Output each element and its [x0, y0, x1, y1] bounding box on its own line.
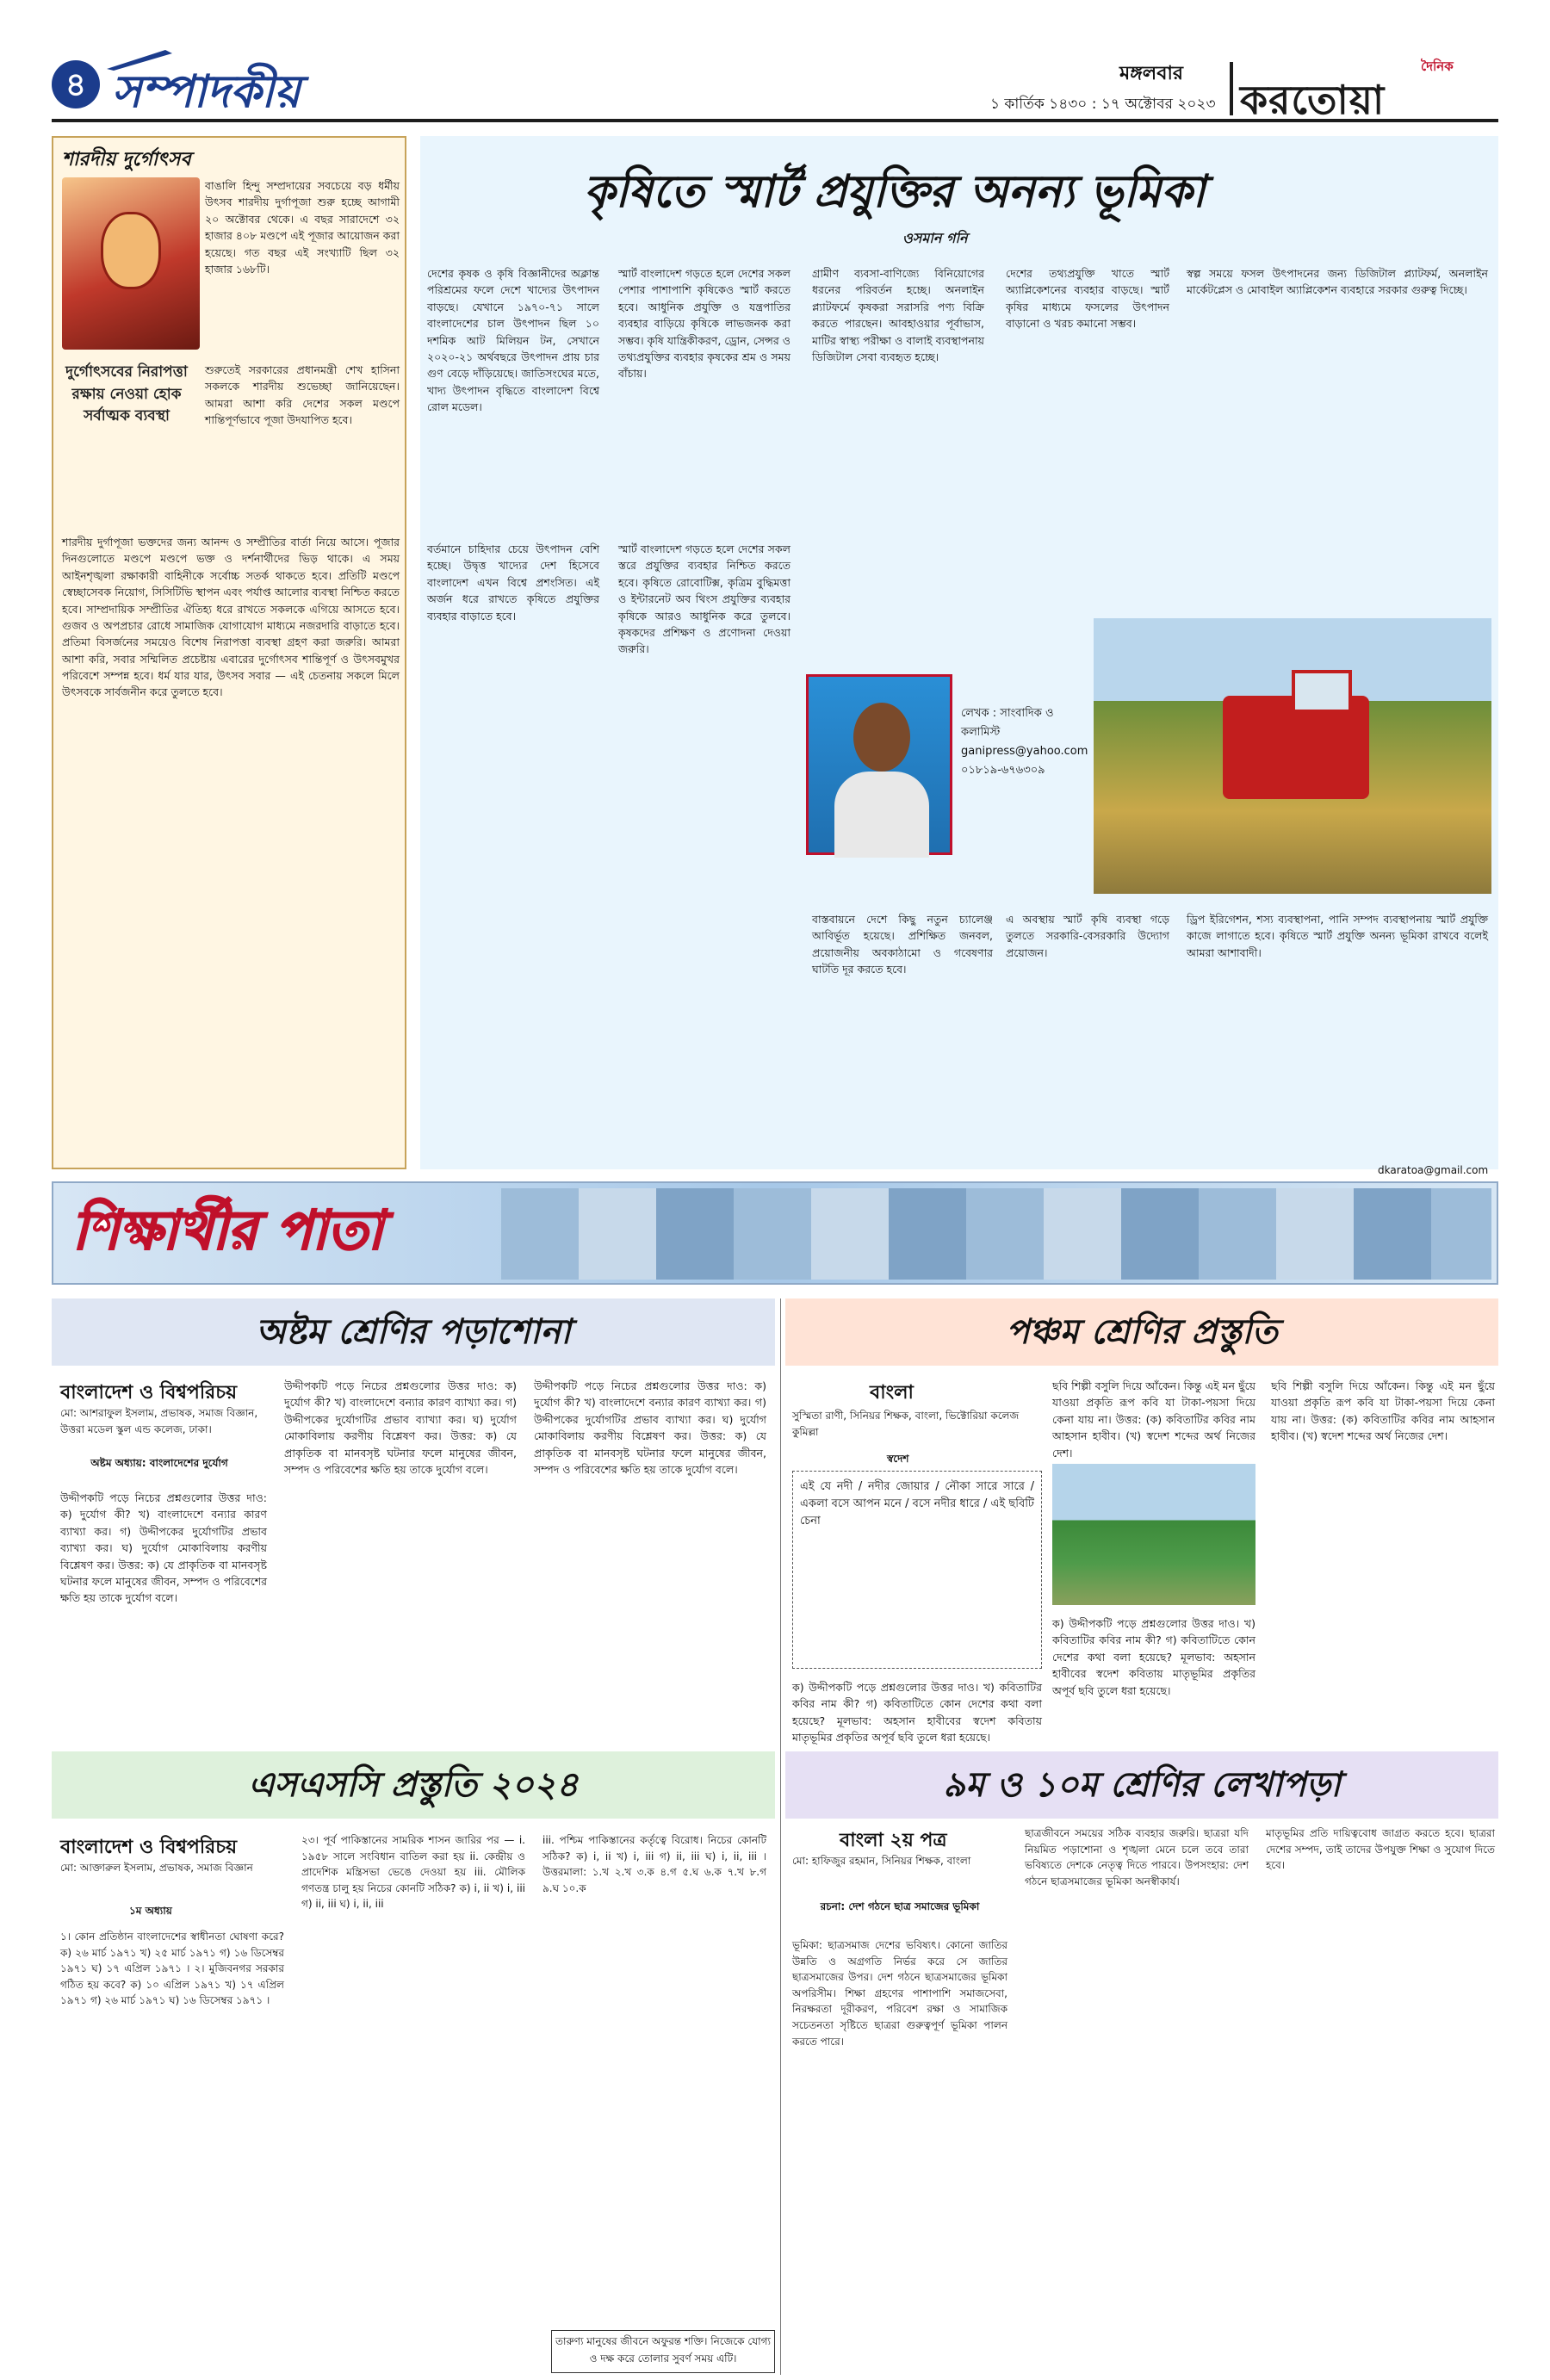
ssc-subject: বাংলাদেশ ও বিশ্বপরিচয় [60, 1837, 238, 1858]
ssc-teacher: মো: আক্তারুল ইসলাম, প্রভাষক, সমাজ বিজ্ঞান [60, 1862, 253, 1874]
feature-headline: কৃষিতে স্মার্ট প্রযুক্তির অনন্য ভূমিকা [584, 166, 1206, 218]
masthead [52, 53, 1498, 122]
class9-body: ছাত্রজীবনে সময়ের সঠিক ব্যবহার জরুরি। ছাত্ররা যদি নিয়মিত পড়াশোনা ও শৃঙ্খলা মেনে চলে তবে তারা ভবিষ্যতে দেশকে নেতৃত্ব দিতে পারবে। উপসংহার: দেশ গঠনে ছাত্রসমাজের ভূমিকা অনস্বীকার্য। [1025, 1827, 1249, 1887]
article-column: ড্রিপ ইরিগেশন, শস্য ব্যবস্থাপনা, পানি সম্পদ ব্যবস্থাপনায় স্মার্ট প্রযুক্তি কাজে লাগাতে হবে। কৃষিতে স্মার্ট প্রযুক্তি অনন্য ভূমিকা রাখবে বলেই আমরা আশাবাদী। [1187, 913, 1488, 959]
class8-teacher: মো: আশরাফুল ইসলাম, প্রভাষক, সমাজ বিজ্ঞান, উত্তরা মডেল স্কুল এন্ড কলেজ, ঢাকা। [60, 1407, 258, 1435]
goddess-image [62, 177, 200, 350]
ssc-footer-note: তারুণ্য মানুষের জীবনে অফুরন্ত শক্তি। নিজেকে যোগ্য ও দক্ষ করে তোলার সুবর্ণ সময় এটি। [551, 2330, 775, 2373]
student-banner [52, 1181, 1498, 1285]
feature-article [420, 136, 1498, 1169]
article-column: স্মার্ট বাংলাদেশ গড়তে হলে দেশের সকল পেশার পাশাপাশি কৃষিকেও স্মার্ট করতে হবে। আধুনিক প্রযুক্তি ও যন্ত্রপাতির ব্যবহার বাড়িয়ে কৃষিকে লাভজনক করা সম্ভব। কৃষি যান্ত্রিকীকরণ, ড্রোন, সেন্সর ও তথ্যপ্রযুক্তির ব্যবহার কৃষকের শ্রম ও সময় বাঁচায়। [618, 267, 790, 381]
header-date: ১ কার্তিক ১৪৩০ : ১৭ অক্টোবর ২০২৩ [990, 96, 1216, 113]
class8-body: উদ্দীপকটি পড়ে নিচের প্রশ্নগুলোর উত্তর দাও: ক) দুর্যোগ কী? খ) বাংলাদেশে বন্যার কারণ ব্যাখ্যা কর। গ) উদ্দীপকের দুর্যোগটির প্রভাব ব্যাখ্যা কর। ঘ) দুর্যোগ মোকাবিলায় করণীয় বিশ্লেষণ কর। উত্তর: ক) যে প্রাকৃতিক বা মানবসৃষ্ট ঘটনার ফলে মানুষের জীবন, সম্পদ ও পরিবেশের ক্ষতি হয় তাকে দুর্যোগ বলে। [284, 1379, 517, 1476]
poem-box [792, 1471, 1042, 1669]
section-title: সম্পাদকীয় [112, 66, 301, 118]
column-rule [780, 1298, 781, 2375]
author-email: ganipress@yahoo.com [961, 745, 1088, 759]
author-phone: ০১৮১৯-৬৭৬৩০৯ [961, 764, 1045, 778]
ssc-body: ১। কোন প্রতিষ্ঠান বাংলাদেশের স্বাধীনতা ঘোষণা করে? ক) ২৬ মার্চ ১৯৭১ খ) ২৫ মার্চ ১৯৭১ গ) ১৬ ডিসেম্বর ১৯৭১ ঘ) ১৭ এপ্রিল ১৯৭১ । ২। মুজিবনগর সরকার গঠিত হয় কবে? ক) ১০ এপ্রিল ১৯৭১ খ) ১৭ এপ্রিল ১৯৭১ গ) ২৬ মার্চ ১৯৭১ ঘ) ১৬ ডিসেম্বর ১৯৭১ । [60, 1931, 284, 2007]
email-credit[interactable]: dkaratoa@gmail.com [1378, 1164, 1489, 1176]
ssc-body: ২৩। পূর্ব পাকিস্তানের সামরিক শাসন জারির পর — i. ১৯৫৮ সালে সংবিধান বাতিল করা হয় ii. কেন্দ্রীয় ও প্রাদেশিক মন্ত্রিসভা ভেঙে দেওয়া হয় iii. মৌলিক গণতন্ত্র চালু হয় নিচের কোনটি সঠিক? ক) i, ii খ) i, iii গ) ii, iii ঘ) i, ii, iii [301, 1834, 525, 1911]
article-column: এ অবস্থায় স্মার্ট কৃষি ব্যবস্থা গড়ে তুলতে সরকারি-বেসরকারি উদ্যোগ প্রয়োজন। [1006, 913, 1169, 959]
class8-chapter: অষ্টম অধ্যায়: বাংলাদেশের দুর্যোগ [90, 1457, 228, 1469]
banner-title: শিক্ষার্থীর পাতা [72, 1199, 383, 1261]
class9-essay-title: রচনা: দেশ গঠনে ছাত্র সমাজের ভূমিকা [820, 1900, 980, 1912]
pullquote: দুর্গোৎসবের নিরাপত্তা রক্ষায় নেওয়া হোক সর্বাত্মক ব্যবস্থা [65, 363, 188, 425]
article-column: বর্তমানে চাহিদার চেয়ে উৎপাদন বেশি হচ্ছে। উদ্বৃত্ত খাদ্যের দেশ হিসেবে বাংলাদেশ এখন বিশ্বে প্রশংসিত। এই অর্জন ধরে রাখতে কৃষিতে প্রযুক্তির ব্যবহার বাড়াতে হবে। [427, 542, 599, 623]
class5-body: ক) উদ্দীপকটি পড়ে প্রশ্নগুলোর উত্তর দাও। খ) কবিতাটির কবির নাম কী? গ) কবিতাটিতে কোন দেশের কথা বলা হয়েছে? মূলভাব: অহসান হাবীবের স্বদেশ কবিতায় মাতৃভূমির প্রকৃতির অপূর্ব ছবি তুলে ধরা হয়েছে। [792, 1681, 1042, 1745]
sidebar-paragraph: বাঙালি হিন্দু সম্প্রদায়ের সবচেয়ে বড় ধর্মীয় উৎসব শারদীয় দুর্গাপূজা শুরু হচ্ছে আগামী ২০ অক্টোবর থেকে। এ বছর সারাদেশে ৩২ হাজার ৪০৮ মণ্ডপে এই পূজার আয়োজন করা হয়েছে। গত বছর এই সংখ্যাটি ছিল ৩২ হাজার ১৬৮টি। [205, 179, 400, 276]
author-role: লেখক : সাংবাদিক ও কলামিস্ট [961, 707, 1054, 740]
sidebar-title: শারদীয় দুর্গোৎসব [62, 149, 191, 170]
article-column: দেশের তথ্যপ্রযুক্তি খাতে স্মার্ট অ্যাপ্লিকেশনের ব্যবহার বাড়ছে। স্মার্ট কৃষির মাধ্যমে ফসলের উৎপাদন বাড়ানো ও খরচ কমানো সম্ভব। [1006, 267, 1169, 331]
river-boat-photo [1052, 1464, 1256, 1605]
brand-divider [1230, 62, 1233, 115]
class9-subject: বাংলা ২য় পত্র [840, 1830, 947, 1851]
page-number: ৪ [52, 60, 100, 108]
article-column: স্বল্প সময়ে ফসল উৎপাদনের জন্য ডিজিটাল প্ল্যাটফর্ম, অনলাইন মার্কেটপ্লেস ও মোবাইল অ্যাপ্লিকেশন ব্যবহারে সরকার গুরুত্ব দিচ্ছে। [1187, 267, 1488, 297]
class9-body: মাতৃভূমির প্রতি দায়িত্ববোধ জাগ্রত করতে হবে। ছাত্ররা দেশের সম্পদ, তাই তাদের উপযুক্ত শিক্ষা ও সুযোগ দিতে হবে। [1266, 1827, 1495, 1872]
article-column: দেশের কৃষক ও কৃষি বিজ্ঞানীদের অক্লান্ত পরিশ্রমের ফলে দেশে খাদ্যের উৎপাদন বাড়ছে। যেখানে ১৯৭০-৭১ সালে বাংলাদেশের চাল উৎপাদন ছিল ১০ দশমিক আট মিলিয়ন টন, সেখানে ২০২০-২১ অর্থবছরে উৎপাদন প্রায় চার গুণ বেড়ে দাঁড়িয়েছে। জাতিসংঘের মতে, খাদ্য উৎপাদন বৃদ্ধিতে বাংলাদেশ বিশ্বে রোল মডেল। [427, 267, 599, 413]
harvester-photo [1094, 618, 1491, 894]
header-day: মঙ্গলবার [1119, 63, 1183, 84]
class5-teacher: সুস্মিতা রাণী, সিনিয়র শিক্ষক, বাংলা, ভিক্টোরিয়া কলেজ কুমিল্লা [792, 1410, 1020, 1438]
class8-subject: বাংলাদেশ ও বিশ্বপরিচয় [60, 1382, 238, 1404]
class8-body: উদ্দীপকটি পড়ে নিচের প্রশ্নগুলোর উত্তর দাও: ক) দুর্যোগ কী? খ) বাংলাদেশে বন্যার কারণ ব্যাখ্যা কর। গ) উদ্দীপকের দুর্যোগটির প্রভাব ব্যাখ্যা কর। ঘ) দুর্যোগ মোকাবিলায় করণীয় বিশ্লেষণ কর। উত্তর: ক) যে প্রাকৃতিক বা মানবসৃষ্ট ঘটনার ফলে মানুষের জীবন, সম্পদ ও পরিবেশের ক্ষতি হয় তাকে দুর্যোগ বলে। [60, 1491, 267, 1605]
class5-body: ছবি শিল্পী বসুলি দিয়ে আঁকেন। কিন্তু এই মন ছুঁয়ে যাওয়া প্রকৃতি রূপ কবি যা টাকা-পয়সা দিয়ে কেনা যায় না। উত্তর: (ক) কবিতাটির কবির নাম আহসান হাবীব। (খ) স্বদেশ শব্দের অর্থ নিজের দেশ। [1271, 1379, 1495, 1443]
article-column: বাস্তবায়নে দেশে কিছু নতুন চ্যালেঞ্জ আবির্ভূত হয়েছে। প্রশিক্ষিত জনবল, প্রয়োজনীয় অবকাঠামো ও গবেষণার ঘাটতি দূর করতে হবে। [812, 913, 993, 976]
class9-body: ভূমিকা: ছাত্রসমাজ দেশের ভবিষ্যৎ। কোনো জাতির উন্নতি ও অগ্রগতি নির্ভর করে সে জাতির ছাত্রসমাজের উপর। দেশ গঠনে ছাত্রসমাজের ভূমিকা অপরিসীম। শিক্ষা গ্রহণের পাশাপাশি সমাজসেবা, নিরক্ষরতা দূরীকরণ, পরিবেশ রক্ষা ও সামাজিক সচেতনতা সৃষ্টিতে ছাত্ররা গুরুত্বপূর্ণ ভূমিকা পালন করতে পারে। [792, 1939, 1008, 2048]
ssc-chapter: ১ম অধ্যায় [129, 1905, 172, 1917]
class5-subject: বাংলা [870, 1382, 914, 1404]
class9-heading: ৯ম ও ১০ম শ্রেণির লেখাপড়া [785, 1751, 1498, 1819]
sidebar-paragraph: শারদীয় দুর্গাপূজা ভক্তদের জন্য আনন্দ ও সম্প্রীতির বার্তা নিয়ে আসে। পূজার দিনগুলোতে মণ্ডপে মণ্ডপে ভক্ত ও দর্শনার্থীদের ভিড় থাকে। এ সময় আইনশৃঙ্খলা রক্ষাকারী বাহিনীকে সর্বোচ্চ সতর্ক থাকতে হবে। প্রতিটি মণ্ডপে স্বেচ্ছাসেবক নিয়োগ, সিসিটিভি স্থাপন এবং পর্যাপ্ত আলোর ব্যবস্থা নিশ্চিত করতে হবে। সাম্প্রদায়িক সম্প্রীতির ঐতিহ্য ধরে রাখতে সকলকে এগিয়ে আসতে হবে। গুজব ও অপপ্রচার রোধে সামাজিক যোগাযোগ মাধ্যমে নজরদারি বাড়াতে হবে। প্রতিমা বিসর্জনের সময়েও বিশেষ নিরাপত্তা ব্যবস্থা গ্রহণ করা জরুরি। আমরা আশা করি, সবার সম্মিলিত প্রচেষ্টায় এবারের দুর্গোৎসব শান্তিপূর্ণ ও উৎসবমুখর পরিবেশে সম্পন্ন হবে। ধর্ম যার যার, উৎসব সবার — এই চেতনায় সকলে মিলে উৎসবকে সার্বজনীন করে তুলতে হবে। [62, 536, 400, 699]
class5-body: ছবি শিল্পী বসুলি দিয়ে আঁকেন। কিন্তু এই মন ছুঁয়ে যাওয়া প্রকৃতি রূপ কবি যা টাকা-পয়সা দিয়ে কেনা যায় না। উত্তর: (ক) কবিতাটির কবির নাম আহসান হাবীব। (খ) স্বদেশ শব্দের অর্থ নিজের দেশ। [1052, 1379, 1256, 1460]
ssc-heading: এসএসসি প্রস্তুতি ২০২৪ [52, 1751, 775, 1819]
class5-heading: পঞ্চম শ্রেণির প্রস্তুতি [785, 1298, 1498, 1366]
brand-name: করতোয়া [1240, 77, 1386, 123]
feature-byline: ওসমান গনি [902, 230, 968, 246]
ssc-body: iii. পশ্চিম পাকিস্তানের কর্তৃত্বে বিরোধ। নিচের কোনটি সঠিক? ক) i, ii খ) i, iii গ) ii, iii ঘ) i, ii, iii । উত্তরমালা: ১.খ ২.খ ৩.ক ৪.গ ৫.ঘ ৬.ক ৭.খ ৮.গ ৯.ঘ ১০.ক [542, 1834, 766, 1894]
banner-photo [501, 1188, 1491, 1280]
author-photo [806, 674, 952, 855]
article-column: স্মার্ট বাংলাদেশ গড়তে হলে দেশের সকল স্তরে প্রযুক্তির ব্যবহার নিশ্চিত করতে হবে। কৃষিতে রোবোটিক্স, কৃত্রিম বুদ্ধিমত্তা ও ইন্টারনেট অব থিংস প্রযুক্তির ব্যবহার কৃষিকে আরও আধুনিক করে তুলবে। কৃষকদের প্রশিক্ষণ ও প্রণোদনা দেওয়া জরুরি। [618, 542, 790, 656]
class8-heading: অষ্টম শ্রেণির পড়াশোনা [52, 1298, 775, 1366]
class9-teacher: মো: হাফিজুর রহমান, সিনিয়র শিক্ষক, বাংলা [792, 1855, 971, 1867]
author-info [961, 704, 1090, 780]
class5-poem: এই যে নদী / নদীর জোয়ার / নৌকা সারে সারে / একলা বসে আপন মনে / বসে নদীর ধারে / এই ছবিটি চেনা [800, 1480, 1034, 1528]
class8-body: উদ্দীপকটি পড়ে নিচের প্রশ্নগুলোর উত্তর দাও: ক) দুর্যোগ কী? খ) বাংলাদেশে বন্যার কারণ ব্যাখ্যা কর। গ) উদ্দীপকের দুর্যোগটির প্রভাব ব্যাখ্যা কর। ঘ) দুর্যোগ মোকাবিলায় করণীয় বিশ্লেষণ কর। উত্তর: ক) যে প্রাকৃতিক বা মানবসৃষ্ট ঘটনার ফলে মানুষের জীবন, সম্পদ ও পরিবেশের ক্ষতি হয় তাকে দুর্যোগ বলে। [534, 1379, 766, 1476]
brand-small: দৈনিক [1421, 59, 1454, 74]
class5-body: ক) উদ্দীপকটি পড়ে প্রশ্নগুলোর উত্তর দাও। খ) কবিতাটির কবির নাম কী? গ) কবিতাটিতে কোন দেশের কথা বলা হয়েছে? মূলভাব: অহসান হাবীবের স্বদেশ কবিতায় মাতৃভূমির প্রকৃতির অপূর্ব ছবি তুলে ধরা হয়েছে। [1052, 1617, 1256, 1697]
sidebar-paragraph: শুরুতেই সরকারের প্রধানমন্ত্রী শেখ হাসিনা সকলকে শারদীয় শুভেচ্ছা জানিয়েছেন। আমরা আশা করি দেশের সকল মণ্ডপে শান্তিপূর্ণভাবে পূজা উদযাপিত হবে। [205, 363, 400, 427]
class5-poem-title: স্বদেশ [887, 1453, 909, 1465]
article-column: গ্রামীণ ব্যবসা-বাণিজ্যে বিনিয়োগের ধরনের পরিবর্তন হচ্ছে। অনলাইন প্ল্যাটফর্মে কৃষকরা সরাসরি পণ্য বিক্রি করতে পারছেন। আবহাওয়ার পূর্বাভাস, মাটির স্বাস্থ্য পরীক্ষা ও বালাই ব্যবস্থাপনায় ডিজিটাল সেবা ব্যবহৃত হচ্ছে। [812, 267, 984, 363]
editorial-sidebar [52, 136, 406, 1169]
